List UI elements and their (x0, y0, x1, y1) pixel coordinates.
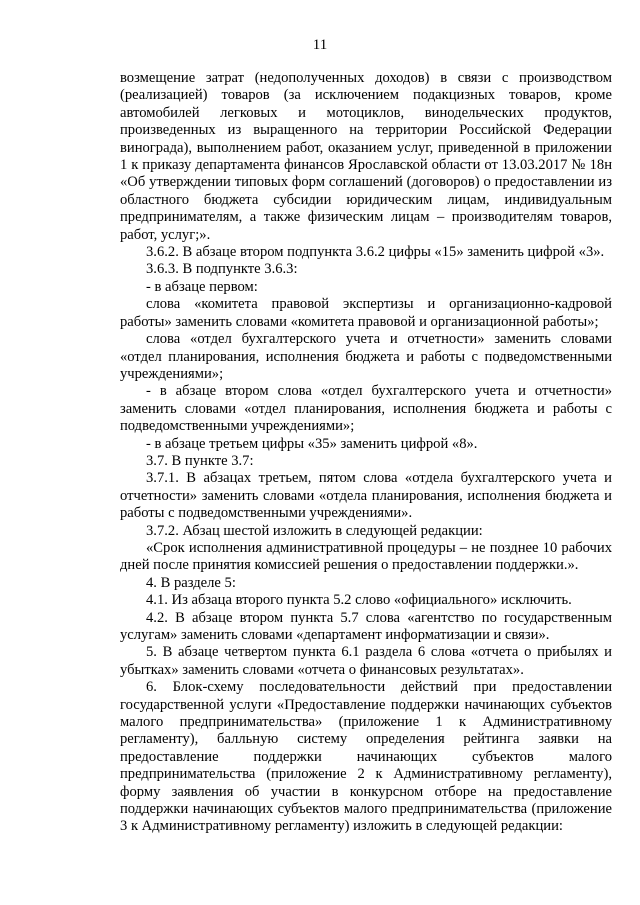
document-body (120, 70, 612, 836)
paragraph-words-accounting: слова «отдел бухгалтерского учета и отчетности» заменить словами «отдел планирования, исполнения бюджета и работы с подведомственными учреждениями»; (120, 331, 612, 382)
paragraph-4-1: 4.1. Из абзаца второго пункта 5.2 слово «официального» исключить. (146, 592, 572, 609)
paragraph-5: 5. В абзаце четвертом пункта 6.1 раздела 6 слова «отчета о прибылях и убытках» заменить словами «отчета о финансовых результатах». (120, 644, 612, 678)
paragraph-4: 4. В разделе 5: (146, 574, 236, 591)
paragraph-words-committee: слова «комитета правовой экспертизы и организационно-кадровой работы» заменить словами «комитета правовой и организационной работы»; (120, 296, 612, 330)
page-number: 11 (312, 37, 328, 53)
paragraph-3-7: 3.7. В пункте 3.7: (146, 452, 254, 469)
paragraph-3-6-2: 3.6.2. В абзаце втором подпункта 3.6.2 цифры «15» заменить цифрой «3». (146, 244, 605, 261)
paragraph-3-7-1: 3.7.1. В абзацах третьем, пятом слова «отдела бухгалтерского учета и отчетности» заменить словами «отдела планирования, исполнения бюджета и работы с подведомственными учреждениями». (120, 470, 612, 522)
paragraph-3-7-2: 3.7.2. Абзац шестой изложить в следующей редакции: (146, 522, 483, 539)
paragraph-deadline-quote: «Срок исполнения административной процедуры – не позднее 10 рабочих дней после принятия комиссией решения о предоставлении поддержки.». (120, 539, 612, 574)
paragraph-4-2: 4.2. В абзаце втором пункта 5.7 слова «агентство по государственным услугам» заменить словами «департамент информатизации и связи». (120, 609, 612, 643)
paragraph-second-abzac: - в абзаце втором слова «отдел бухгалтерского учета и отчетности» заменить словами «отдел планирования, исполнения бюджета и работы с подведомственными учреждениями»; (120, 383, 612, 435)
paragraph-third-abzac: - в абзаце третьем цифры «35» заменить цифрой «8». (146, 435, 478, 452)
paragraph-first-abzac: - в абзаце первом: (146, 278, 258, 295)
paragraph-3-6-3: 3.6.3. В подпункте 3.6.3: (146, 261, 298, 278)
paragraph-continuation: возмещение затрат (недополученных доходов) в связи с производством (реализацией) товаров (за исключением подакцизных товаров, кроме автомобилей легковых и мотоциклов, винодельческих продуктов, произведенных из выращенного на территории Российской Федерации винограда), выполнением работ, оказанием услуг, приведенной в приложении 1 к приказу департамента финансов Ярославской области от 13.03.2017 № 18н «Об утверждении типовых форм соглашений (договоров) о предоставлении из областного бюджета субсидии юридическим лицам, индивидуальным предпринимателям, а также физическим лицам – производителям товаров, работ, услуг;». (120, 70, 612, 243)
paragraph-6: 6. Блок-схему последовательности действий при предоставлении государственной услуги «Предоставление поддержки начинающих субъектов малого предпринимательства» (приложение 1 к Административному регламенту), балльную систему определения рейтинга заявки на предоставление поддержки начинающих субъектов малого предпринимательства (приложение 2 к Административному регламенту), форму заявления об участии в конкурсном отборе на предоставление поддержки начинающих субъектов малого предпринимательства (приложение 3 к Административному регламенту) изложить в следующей редакции: (120, 679, 612, 835)
